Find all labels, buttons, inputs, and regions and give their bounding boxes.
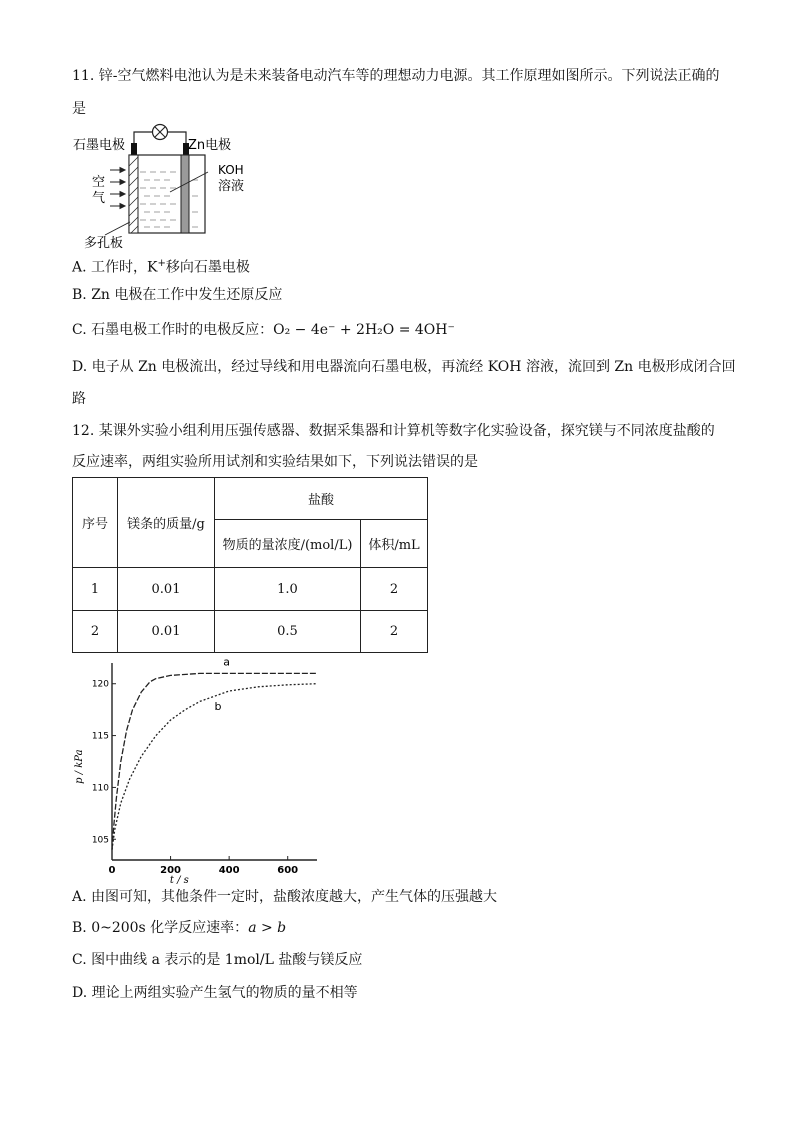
cell-mass: 0.01: [118, 568, 215, 611]
q11-option-d-line1: D. 电子从 Zn 电极流出，经过导线和用电器流向石墨电极，再流经 KOH 溶液，流回到 Zn 电极形成闭合回: [72, 359, 736, 375]
x-axis-label: t / s: [169, 875, 189, 886]
q12-option-b-prefix: B. 0~200s 化学反应速率：: [72, 920, 249, 936]
q11-option-a-sup: +: [157, 258, 166, 269]
series-label-a: a: [223, 655, 231, 669]
label-graphite: 石墨电极: [73, 138, 126, 153]
label-zn: Zn电极: [188, 138, 232, 153]
q11-option-b: B. Zn 电极在工作中发生还原反应: [72, 287, 283, 303]
lamp-icon: [153, 125, 168, 140]
battery-diagram: [70, 122, 260, 252]
table-row: [73, 568, 428, 611]
label-plate: 多孔板: [84, 236, 124, 251]
label-solution: 溶液: [218, 179, 245, 194]
cell-concentration: 1.0: [215, 568, 361, 611]
q12-option-c: C. 图中曲线 a 表示的是 1mol/L 盐酸与镁反应: [72, 952, 363, 968]
header-index: 序号: [73, 478, 118, 568]
header-volume: 体积/mL: [361, 520, 428, 568]
y-tick-label: 105: [91, 835, 109, 846]
rate-comparison: a > b: [248, 920, 287, 936]
q11-option-a: [72, 254, 250, 278]
cell-index: 1: [73, 568, 118, 611]
container: [129, 155, 205, 233]
electrode-equation: O₂ − 4e⁻ + 2H₂O = 4OH⁻: [273, 322, 455, 338]
q12-stem-line2: 反应速率，两组实验所用试剂和实验结果如下，下列说法错误的是: [72, 454, 478, 470]
cell-concentration: 0.5: [215, 611, 361, 653]
series-label-b: b: [214, 700, 222, 714]
q11-stem-line2: 是: [72, 101, 86, 117]
table-row: [73, 611, 428, 653]
header-acid: 盐酸: [215, 478, 428, 520]
x-tick-label: 0: [108, 865, 116, 876]
header-concentration: 物质的量浓度/(mol/L): [215, 520, 361, 568]
plate-pointer: [105, 222, 130, 235]
y-axis-label: p / kPa: [74, 749, 85, 784]
q12-stem-line1: 12. 某课外实验小组利用压强传感器、数据采集器和计算机等数字化实验设备，探究镁与不同浓度盐酸的: [72, 423, 715, 439]
label-koh: KOH: [218, 163, 244, 177]
x-tick-label: 400: [218, 865, 240, 876]
q12-option-b: [72, 918, 286, 938]
air-arrows-icon: [110, 168, 125, 209]
label-air-1: 空: [92, 175, 106, 190]
graphite-electrode: [129, 155, 138, 233]
chart-labels: [74, 655, 230, 886]
wire-left: [134, 132, 152, 144]
x-tick-label: 200: [160, 865, 182, 876]
pressure-time-chart: [72, 655, 322, 886]
graphite-terminal: [131, 143, 137, 155]
zn-electrode: [181, 155, 189, 233]
q11-option-a-prefix: A. 工作时，K: [72, 259, 158, 276]
y-tick-label: 115: [91, 731, 109, 742]
label-air-2: 气: [92, 191, 106, 206]
y-tick-label: 120: [91, 679, 109, 690]
q11-option-d-line2: 路: [72, 391, 86, 407]
chart-ticks: [92, 680, 298, 876]
q11-option-a-suffix: 移向石墨电极: [165, 259, 250, 276]
wire-right: [168, 132, 186, 144]
reagent-table: [72, 477, 428, 653]
q12-option-d: D. 理论上两组实验产生氢气的物质的量不相等: [72, 985, 358, 1001]
x-tick-label: 600: [277, 865, 299, 876]
q11-option-c-prefix: C. 石墨电极工作时的电极反应：: [72, 322, 274, 338]
q11-stem-line1: 11. 锌-空气燃料电池认为是未来装备电动汽车等的理想动力电源。其工作原理如图所示。下列说法正确的: [72, 68, 720, 84]
cell-mass: 0.01: [118, 611, 215, 653]
cell-index: 2: [73, 611, 118, 653]
y-tick-label: 110: [91, 783, 109, 794]
cell-volume: 2: [361, 611, 428, 653]
header-mass: 镁条的质量/g: [118, 478, 215, 568]
q11-option-c: [72, 320, 455, 340]
cell-volume: 2: [361, 568, 428, 611]
chart-axes: [112, 663, 317, 860]
q12-option-a: A. 由图可知，其他条件一定时，盐酸浓度越大，产生气体的压强越大: [72, 889, 498, 905]
